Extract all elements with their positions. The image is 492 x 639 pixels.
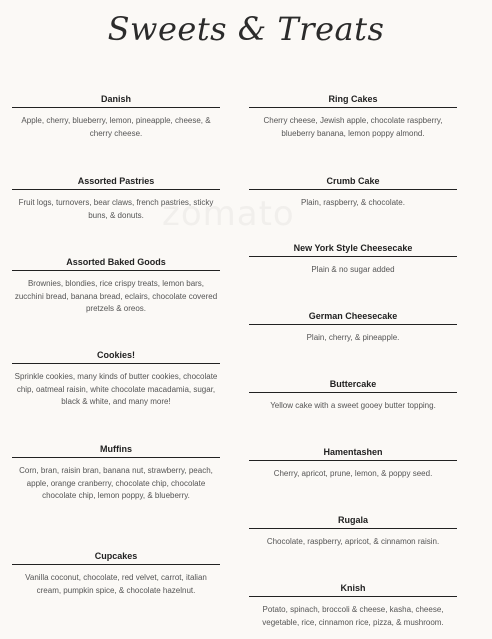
item-name: Assorted Pastries (77, 176, 155, 186)
item-name: Rugala (337, 515, 368, 525)
item-name: Cookies! (96, 350, 135, 360)
item-name: Crumb Cake (326, 176, 380, 186)
item-description: Yellow cake with a sweet gooey butter topping. (270, 401, 436, 410)
menu-item (249, 378, 457, 413)
item-description: Sprinkle cookies, many kinds of butter cookies, chocolate chip, oatmeal raisin, white chocolate macadamia, sugar, black & white, and many more! (14, 372, 218, 406)
item-name: Danish (100, 94, 131, 104)
item-description: Cherry cheese, Jewish apple, chocolate raspberry, blueberry banana, lemon poppy almond. (263, 116, 443, 138)
watermark: zomato (162, 194, 295, 234)
item-description: Corn, bran, raisin bran, banana nut, strawberry, peach, apple, orange cranberry, chocolate chip, chocolate chocolate chip, lemon poppy, & blueberry. (19, 466, 213, 500)
menu-item (12, 175, 220, 222)
item-name: Ring Cakes (328, 94, 378, 104)
item-description: Fruit logs, turnovers, bear claws, french pastries, sticky buns, & donuts. (18, 198, 214, 220)
item-name: Hamentashen (323, 447, 383, 457)
menu-item (249, 446, 457, 481)
menu-item (249, 310, 457, 345)
item-name: Knish (340, 583, 366, 593)
item-description: Potato, spinach, broccoli & cheese, kasha, cheese, vegetable, rice, cinnamon rice, pizza, & mushroom. (262, 605, 444, 627)
item-name: Cupcakes (94, 551, 138, 561)
item-description: Brownies, blondies, rice crispy treats, lemon bars, zucchini bread, banana bread, eclairs, chocolate covered pretzels & oreos. (14, 279, 218, 313)
menu-item (249, 93, 457, 140)
menu-item (249, 242, 457, 277)
item-name: New York Style Cheesecake (293, 243, 413, 253)
menu-item (12, 256, 220, 316)
item-description: Cherry, apricot, prune, lemon, & poppy seed. (273, 469, 433, 478)
item-description: Apple, cherry, blueberry, lemon, pineapple, cheese, & cherry cheese. (21, 116, 211, 138)
item-description: Chocolate, raspberry, apricot, & cinnamon raisin. (266, 537, 440, 546)
menu-item (12, 349, 220, 409)
item-description: Vanilla coconut, chocolate, red velvet, carrot, italian cream, pumpkin spice, & chocolate hazelnut. (25, 573, 207, 595)
menu-item (249, 175, 457, 210)
page-title: Sweets & Treats (107, 10, 385, 48)
item-description: Plain, raspberry, & chocolate. (301, 198, 405, 207)
menu-item (12, 443, 220, 503)
item-name: Buttercake (329, 379, 377, 389)
menu-item (12, 93, 220, 140)
item-name: German Cheesecake (308, 311, 398, 321)
item-name: Assorted Baked Goods (66, 257, 166, 267)
item-description: Plain & no sugar added (311, 265, 395, 274)
menu-item (249, 514, 457, 549)
menu-item (12, 550, 220, 597)
menu-item (249, 582, 457, 629)
item-description: Plain, cherry, & pineapple. (306, 333, 400, 342)
item-name: Muffins (100, 444, 132, 454)
